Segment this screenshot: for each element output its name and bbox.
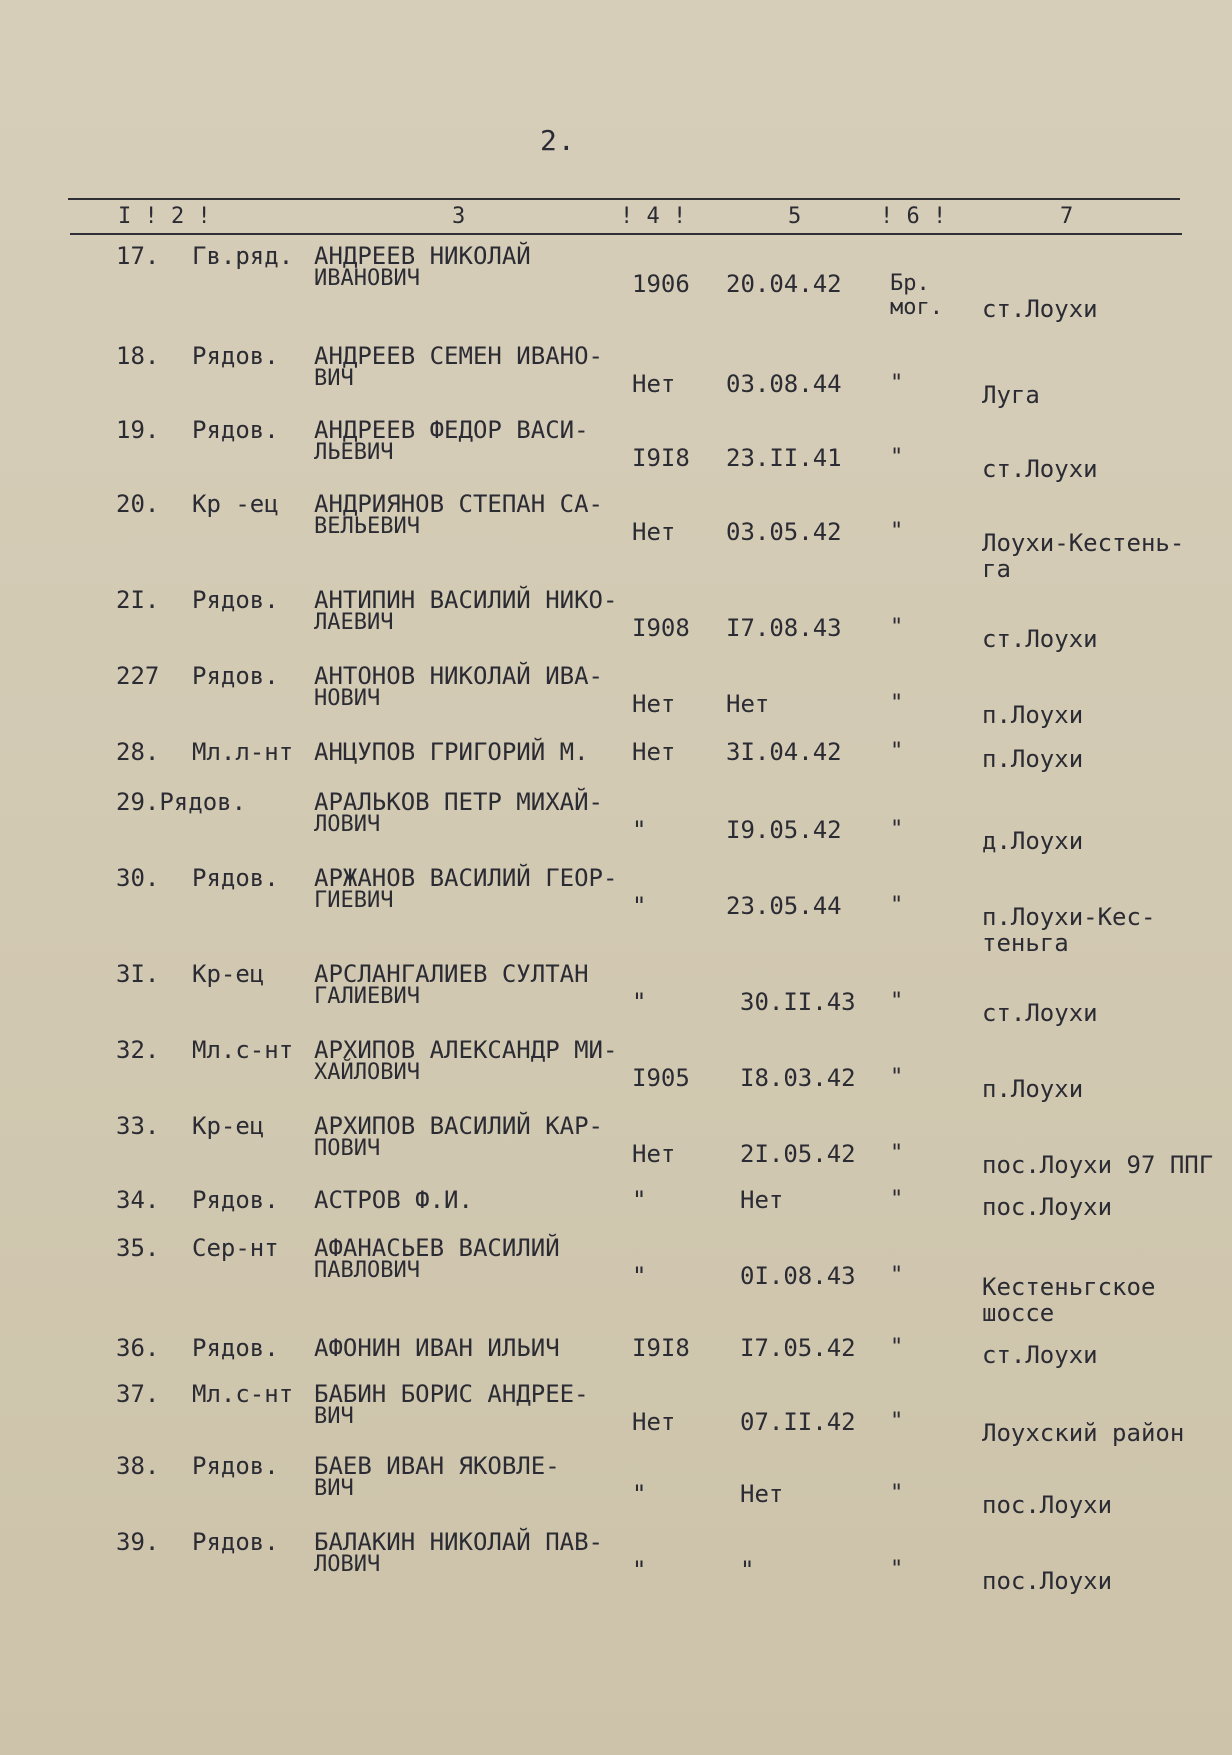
row-death-date: 20.04.42 <box>726 270 842 298</box>
row-birth-year: I9I8 <box>632 444 690 472</box>
row-burial-place: п.Лоухи <box>982 701 1084 729</box>
header-col-3: 3 <box>452 204 466 229</box>
row-name-line-2: ИВАНОВИЧ <box>314 266 420 291</box>
row-rank: Кр -ец <box>192 490 279 518</box>
row-burial-type: " <box>890 1409 904 1434</box>
row-name-line-1: АФОНИН ИВАН ИЛЬИЧ <box>314 1334 560 1362</box>
row-name-line-1: АНЦУПОВ ГРИГОРИЙ М. <box>314 738 589 766</box>
row-full-name <box>314 866 617 912</box>
row-rank: Рядов. <box>192 416 279 444</box>
table-row <box>0 962 1232 1034</box>
row-rank: Мл.л-нт <box>192 738 294 766</box>
row-full-name <box>314 1530 603 1576</box>
table-row <box>0 588 1232 660</box>
row-name-line-2: ХАЙЛОВИЧ <box>314 1060 420 1085</box>
row-death-date: 3I.04.42 <box>726 738 842 766</box>
row-full-name <box>314 1114 603 1160</box>
row-death-date: 30.II.43 <box>740 988 856 1016</box>
row-number: 3I. <box>116 960 160 988</box>
row-burial-place: Лоухи-Кестень- га <box>982 529 1185 583</box>
row-birth-year: Нет <box>632 1408 676 1436</box>
row-death-date: I9.05.42 <box>726 816 842 844</box>
row-death-date: 2I.05.42 <box>740 1140 856 1168</box>
row-rank: Рядов. <box>192 1528 279 1556</box>
row-burial-type: " <box>890 1141 904 1166</box>
row-death-date: Нет <box>740 1480 784 1508</box>
row-birth-year: " <box>632 816 647 844</box>
row-burial-type: " <box>890 1557 904 1582</box>
row-number: 39. <box>116 1528 160 1556</box>
table-row <box>0 242 1232 323</box>
row-full-name <box>314 588 617 634</box>
row-rank: Сер-нт <box>192 1234 279 1262</box>
header-col-7: 7 <box>1060 204 1074 229</box>
row-name-line-2: ПАВЛОВИЧ <box>314 1258 420 1283</box>
table-row <box>0 1114 1232 1186</box>
row-burial-place: Лоухский район <box>982 1419 1185 1447</box>
header-col-5: 5 <box>788 204 802 229</box>
row-full-name <box>314 1236 560 1282</box>
row-death-date: 23.05.44 <box>726 892 842 920</box>
row-rank: Рядов. <box>192 662 279 690</box>
row-rank: Мл.с-нт <box>192 1380 294 1408</box>
row-name-line-2: ВЕЛЬЕВИЧ <box>314 514 420 539</box>
row-name-line-1: АРСЛАНГАЛИЕВ СУЛТАН <box>314 960 589 988</box>
row-burial-type: " <box>890 817 904 842</box>
row-birth-year: 1906 <box>632 270 690 298</box>
row-full-name <box>314 962 589 1008</box>
row-birth-year: I905 <box>632 1064 690 1092</box>
row-number: 32. <box>116 1036 160 1064</box>
row-death-date: " <box>740 1556 755 1584</box>
row-rank: Мл.с-нт <box>192 1036 294 1064</box>
row-name-line-1: АНТОНОВ НИКОЛАЙ ИВА- <box>314 662 603 690</box>
row-burial-type: " <box>890 739 904 764</box>
row-number: 28. <box>116 738 160 766</box>
row-burial-place: ст.Лоухи <box>982 1341 1098 1369</box>
row-full-name <box>314 1038 617 1084</box>
row-burial-type: " <box>890 1481 904 1506</box>
row-rank: Гв.ряд. <box>192 242 294 270</box>
row-birth-year: I9I8 <box>632 1334 690 1362</box>
page-number: 2. <box>540 124 576 157</box>
row-birth-year: " <box>632 1186 647 1214</box>
row-number: 35. <box>116 1234 160 1262</box>
row-full-name <box>314 1188 473 1212</box>
row-number: 2I. <box>116 586 160 614</box>
header-col-1-2: I ! 2 ! <box>118 204 211 229</box>
row-birth-year: Нет <box>632 738 676 766</box>
table-row <box>0 1038 1232 1110</box>
row-name-line-1: АНДРЕЕВ ФЕДОР ВАСИ- <box>314 416 589 444</box>
row-birth-year: " <box>632 892 647 920</box>
row-burial-place: пос.Лоухи <box>982 1491 1113 1519</box>
row-rank: Рядов. <box>192 864 279 892</box>
row-name-line-1: АНДРИЯНОВ СТЕПАН СА- <box>314 490 603 518</box>
row-name-line-2: НОВИЧ <box>314 686 381 711</box>
table-row <box>0 1454 1232 1526</box>
row-burial-place: ст.Лоухи <box>982 455 1098 483</box>
row-name-line-2: ВИЧ <box>314 1476 354 1501</box>
row-birth-year: Нет <box>632 1140 676 1168</box>
row-burial-type: " <box>890 1065 904 1090</box>
row-name-line-1: БАЛАКИН НИКОЛАЙ ПАВ- <box>314 1528 603 1556</box>
row-full-name <box>314 344 603 390</box>
row-number: 34. <box>116 1186 160 1214</box>
row-burial-type: " <box>890 1335 904 1360</box>
row-full-name <box>314 418 589 464</box>
row-name-line-1: АРАЛЬКОВ ПЕТР МИХАЙ- <box>314 788 603 816</box>
row-death-date: 07.II.42 <box>740 1408 856 1436</box>
table-row <box>0 490 1232 583</box>
row-name-line-1: АРЖАНОВ ВАСИЛИЙ ГЕОР- <box>314 864 618 892</box>
row-burial-type: " <box>890 1263 904 1288</box>
row-birth-year: I908 <box>632 614 690 642</box>
row-name-line-2: ГАЛИЕВИЧ <box>314 984 420 1009</box>
row-burial-type: " <box>890 1187 904 1212</box>
row-burial-type: " <box>890 519 904 544</box>
header-col-4: ! 4 ! <box>620 204 687 229</box>
row-burial-place: Луга <box>982 381 1040 409</box>
row-rank: Кр-ец <box>192 1112 265 1140</box>
row-name-line-1: БАБИН БОРИС АНДРЕЕ- <box>314 1380 589 1408</box>
table-header-rule <box>70 233 1182 235</box>
row-death-date: Нет <box>740 1186 784 1214</box>
row-name-line-2: ЛОВИЧ <box>314 812 381 837</box>
row-birth-year: Нет <box>632 370 676 398</box>
row-death-date: I8.03.42 <box>740 1064 856 1092</box>
row-burial-type: " <box>890 691 904 716</box>
row-name-line-1: АФАНАСЬЕВ ВАСИЛИЙ <box>314 1234 560 1262</box>
row-burial-place: пос.Лоухи <box>982 1567 1113 1595</box>
row-burial-type: " <box>890 989 904 1014</box>
row-full-name <box>314 1336 560 1360</box>
row-number: 33. <box>116 1112 160 1140</box>
header-col-6: ! 6 ! <box>880 204 947 229</box>
row-name-line-2: ЛАЕВИЧ <box>314 610 394 635</box>
row-number: 30. <box>116 864 160 892</box>
row-number: 227 <box>116 662 160 690</box>
row-name-line-2: ПОВИЧ <box>314 1136 381 1161</box>
row-birth-year: " <box>632 988 647 1016</box>
row-rank: Рядов. <box>192 586 279 614</box>
row-death-date: 03.05.42 <box>726 518 842 546</box>
row-number: 20. <box>116 490 160 518</box>
row-name-line-2: ЛЬЕВИЧ <box>314 440 394 465</box>
row-rank: Кр-ец <box>192 960 265 988</box>
row-full-name <box>314 492 603 538</box>
row-burial-place: пос.Лоухи 97 ППГ <box>982 1151 1214 1179</box>
row-number: 17. <box>116 242 160 270</box>
row-burial-place: Кестеньгское шоссе <box>982 1273 1156 1327</box>
row-rank: Рядов. <box>192 342 279 370</box>
row-name-line-2: ГИЕВИЧ <box>314 888 394 913</box>
row-name-line-2: ВИЧ <box>314 366 354 391</box>
row-full-name <box>314 1382 589 1428</box>
row-full-name <box>314 244 531 290</box>
row-rank: Рядов. <box>192 1452 279 1480</box>
row-death-date: 03.08.44 <box>726 370 842 398</box>
table-top-rule <box>68 198 1180 200</box>
row-burial-place: д.Лоухи <box>982 827 1084 855</box>
row-birth-year: " <box>632 1262 647 1290</box>
row-number: 37. <box>116 1380 160 1408</box>
row-number: 38. <box>116 1452 160 1480</box>
row-death-date: 0I.08.43 <box>740 1262 856 1290</box>
row-burial-place: п.Лоухи <box>982 745 1084 773</box>
row-death-date: I7.05.42 <box>740 1334 856 1362</box>
row-name-line-1: АРХИПОВ АЛЕКСАНДР МИ- <box>314 1036 618 1064</box>
row-burial-place: ст.Лоухи <box>982 999 1098 1027</box>
row-birth-year: Нет <box>632 690 676 718</box>
row-burial-type: " <box>890 445 904 470</box>
row-name-line-1: БАЕВ ИВАН ЯКОВЛЕ- <box>314 1452 560 1480</box>
table-row <box>0 418 1232 490</box>
row-name-line-1: АНДРЕЕВ СЕМЕН ИВАНО- <box>314 342 603 370</box>
row-full-name <box>314 790 603 836</box>
table-row <box>0 864 1232 957</box>
table-row <box>0 790 1232 862</box>
row-name-line-2: ВИЧ <box>314 1404 354 1429</box>
row-name-line-1: АНДРЕЕВ НИКОЛАЙ <box>314 242 531 270</box>
row-number: 36. <box>116 1334 160 1362</box>
row-death-date: Нет <box>726 690 770 718</box>
table-row <box>0 1530 1232 1602</box>
row-full-name <box>314 740 589 764</box>
row-rank: 29.Рядов. <box>116 788 247 816</box>
row-burial-type: " <box>890 371 904 396</box>
row-name-line-2: ЛОВИЧ <box>314 1552 381 1577</box>
row-death-date: I7.08.43 <box>726 614 842 642</box>
row-full-name <box>314 664 603 710</box>
row-birth-year: " <box>632 1556 647 1584</box>
row-full-name <box>314 1454 560 1500</box>
row-birth-year: " <box>632 1480 647 1508</box>
row-burial-place: п.Лоухи-Кес- теньга <box>982 903 1156 957</box>
row-rank: Рядов. <box>192 1334 279 1362</box>
table-row <box>0 1382 1232 1454</box>
row-burial-type: " <box>890 893 904 918</box>
table-row <box>0 664 1232 736</box>
row-name-line-1: АНТИПИН ВАСИЛИЙ НИКО- <box>314 586 618 614</box>
table-row <box>0 344 1232 416</box>
row-name-line-1: АРХИПОВ ВАСИЛИЙ КАР- <box>314 1112 603 1140</box>
row-burial-place: ст.Лоухи <box>982 625 1098 653</box>
row-name-line-1: АСТРОВ Ф.И. <box>314 1186 473 1214</box>
row-burial-type: " <box>890 615 904 640</box>
row-death-date: 23.II.41 <box>726 444 842 472</box>
row-burial-place: п.Лоухи <box>982 1075 1084 1103</box>
row-burial-type: Бр. мог. <box>890 271 943 320</box>
row-burial-place: пос.Лоухи <box>982 1193 1113 1221</box>
row-number: 18. <box>116 342 160 370</box>
row-number: 19. <box>116 416 160 444</box>
row-burial-place: ст.Лоухи <box>982 295 1098 323</box>
row-rank: Рядов. <box>192 1186 279 1214</box>
table-row <box>0 1234 1232 1327</box>
row-birth-year: Нет <box>632 518 676 546</box>
